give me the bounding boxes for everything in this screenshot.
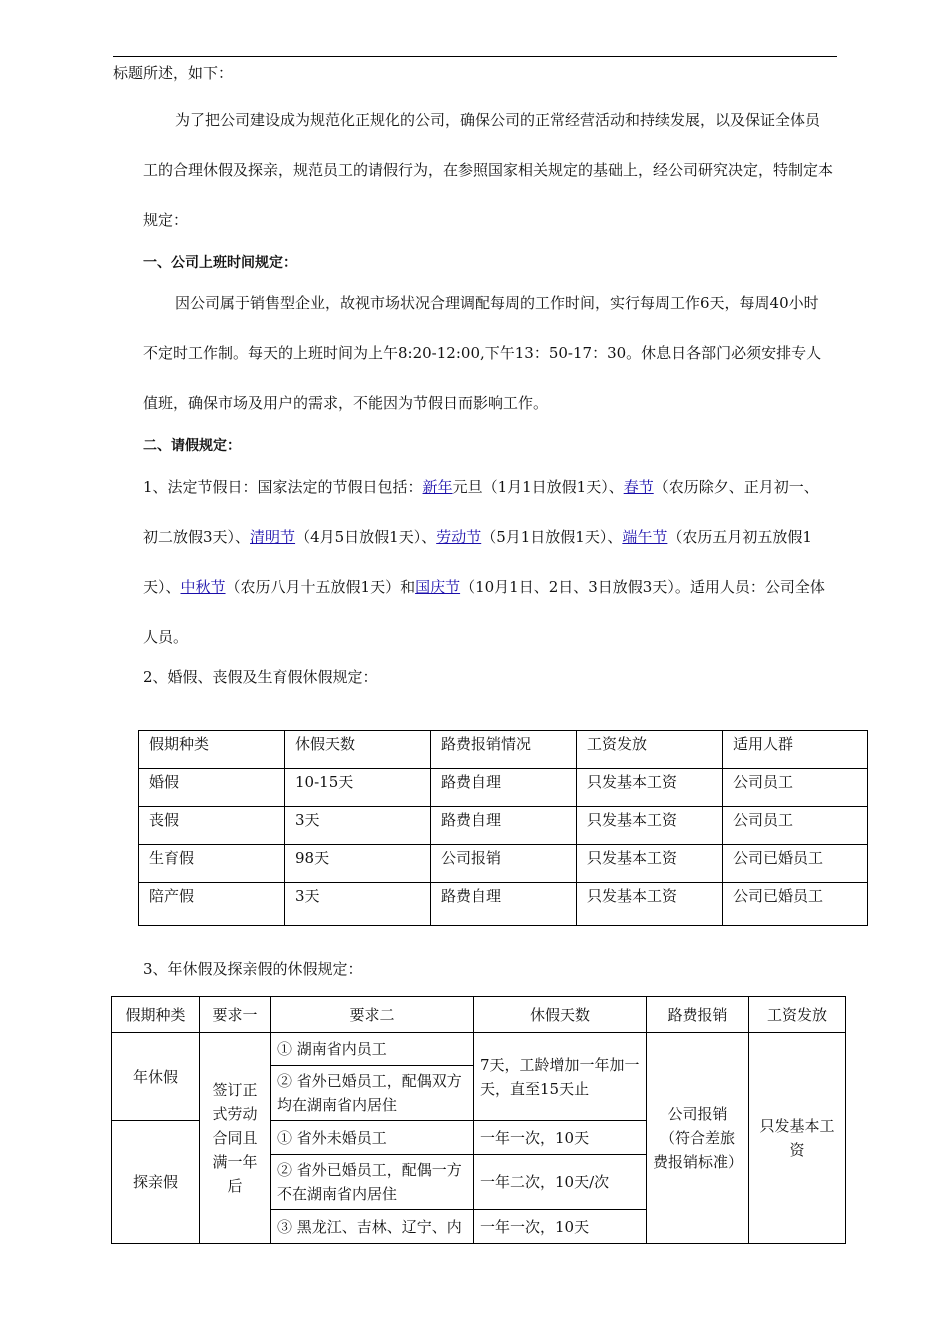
table-cell: 3天 <box>285 807 431 845</box>
link-spring-festival[interactable]: 春节 <box>623 478 654 496</box>
table-cell-salary: 只发基本工资 <box>749 1033 846 1244</box>
table-cell: 生育假 <box>139 845 285 883</box>
section2-heading: 二、请假规定： <box>143 438 241 454</box>
table-cell: 婚假 <box>139 769 285 807</box>
table-cell: 路费自理 <box>431 769 577 807</box>
table-header-cell: 假期种类 <box>112 997 200 1033</box>
leave-table-1 <box>138 730 868 926</box>
link-new-year[interactable]: 新年 <box>422 478 453 496</box>
table-cell: 只发基本工资 <box>577 769 723 807</box>
section1-body: 因公司属于销售型企业，故视市场状况合理调配每周的工作时间，实行每周工作6天，每周40小时不定时工作制。每天的上班时间为上午8:20-12:00,下午13：50-17：30。休息日各部门必须安排专人值班，确保市场及用户的需求，不能因为节假日而影响工作。 <box>143 294 822 412</box>
table-header-cell: 休假天数 <box>285 731 431 769</box>
table-cell: 只发基本工资 <box>577 883 723 926</box>
table-cell: 公司员工 <box>723 769 868 807</box>
table-header-cell: 工资发放 <box>577 731 723 769</box>
table-header-cell: 工资发放 <box>749 997 846 1033</box>
table-cell: 一年一次，10天 <box>474 1210 647 1244</box>
table-cell: 路费自理 <box>431 807 577 845</box>
table-cell: 只发基本工资 <box>577 807 723 845</box>
leave-table-2 <box>111 996 846 1244</box>
table-cell: 陪产假 <box>139 883 285 926</box>
table-cell: 公司已婚员工 <box>723 883 868 926</box>
table-header-cell: 要求一 <box>200 997 271 1033</box>
link-mid-autumn[interactable]: 中秋节 <box>180 578 226 596</box>
table-cell-travel: 公司报销（符合差旅费报销标准） <box>647 1033 749 1244</box>
table-cell: 公司报销 <box>431 845 577 883</box>
item3-heading: 3、年休假及探亲假的休假规定： <box>143 960 363 978</box>
table-cell: ③ 黑龙江、吉林、辽宁、内 <box>271 1210 474 1244</box>
holiday-paragraph: 1、法定节假日：国家法定的节假日包括：新年元旦（1月1日放假1天）、春节（农历除夕、正月初一、初二放假3天）、清明节（4月5日放假1天）、劳动节（5月1日放假1天）、端午节（农历五月初五放假1天）、中秋节（农历八月十五放假1天）和国庆节（10月1日、2日、3日放假3天）。适用人员：公司全体人员。 <box>143 478 825 646</box>
table-cell: ② 省外已婚员工，配偶一方不在湖南省内居住 <box>271 1155 474 1210</box>
table-header-cell: 路费报销情况 <box>431 731 577 769</box>
table-cell: ① 湖南省内员工 <box>271 1033 474 1066</box>
table-cell: 一年二次，10天/次 <box>474 1155 647 1210</box>
table-header-cell: 适用人群 <box>723 731 868 769</box>
table-header-cell: 路费报销 <box>647 997 749 1033</box>
item2-heading: 2、婚假、丧假及生育假休假规定： <box>143 668 378 686</box>
table-cell: 丧假 <box>139 807 285 845</box>
table-row <box>139 845 868 883</box>
table-cell: 98天 <box>285 845 431 883</box>
table-header-row <box>139 731 868 769</box>
header-rule <box>113 56 837 57</box>
table-row <box>139 807 868 845</box>
table-cell: ② 省外已婚员工，配偶双方均在湖南省内居住 <box>271 1066 474 1121</box>
table-cell: 只发基本工资 <box>577 845 723 883</box>
link-national-day[interactable]: 国庆节 <box>415 578 461 596</box>
table-cell: 一年一次，10天 <box>474 1121 647 1155</box>
table-cell: 10-15天 <box>285 769 431 807</box>
table-cell: 7天，工龄增加一年加一天，直至15天止 <box>474 1033 647 1121</box>
table-cell: 公司已婚员工 <box>723 845 868 883</box>
link-labor-day[interactable]: 劳动节 <box>436 528 482 546</box>
section1-heading: 一、公司上班时间规定： <box>143 255 297 271</box>
table-header-cell: 要求二 <box>271 997 474 1033</box>
link-qingming[interactable]: 清明节 <box>250 528 296 546</box>
table-cell-family: 探亲假 <box>112 1121 200 1244</box>
table-row <box>139 769 868 807</box>
table-cell: 公司员工 <box>723 807 868 845</box>
table-row <box>139 883 868 926</box>
table-row <box>112 1033 846 1066</box>
table-header-row <box>112 997 846 1033</box>
table-cell: 路费自理 <box>431 883 577 926</box>
doc-title: 标题所述，如下： <box>113 64 234 82</box>
intro-paragraph: 为了把公司建设成为规范化正规化的公司，确保公司的正常经营活动和持续发展，以及保证全体员工的合理休假及探亲，规范员工的请假行为，在参照国家相关规定的基础上，经公司研究决定，特制定本规定： <box>143 111 834 229</box>
table-cell-req1: 签订正式劳动合同且满一年后 <box>200 1033 271 1244</box>
table-header-cell: 假期种类 <box>139 731 285 769</box>
table-cell: 3天 <box>285 883 431 926</box>
table-cell: ① 省外未婚员工 <box>271 1121 474 1155</box>
table-cell-annual: 年休假 <box>112 1033 200 1121</box>
link-dragon-boat[interactable]: 端午节 <box>622 528 668 546</box>
table-header-cell: 休假天数 <box>474 997 647 1033</box>
